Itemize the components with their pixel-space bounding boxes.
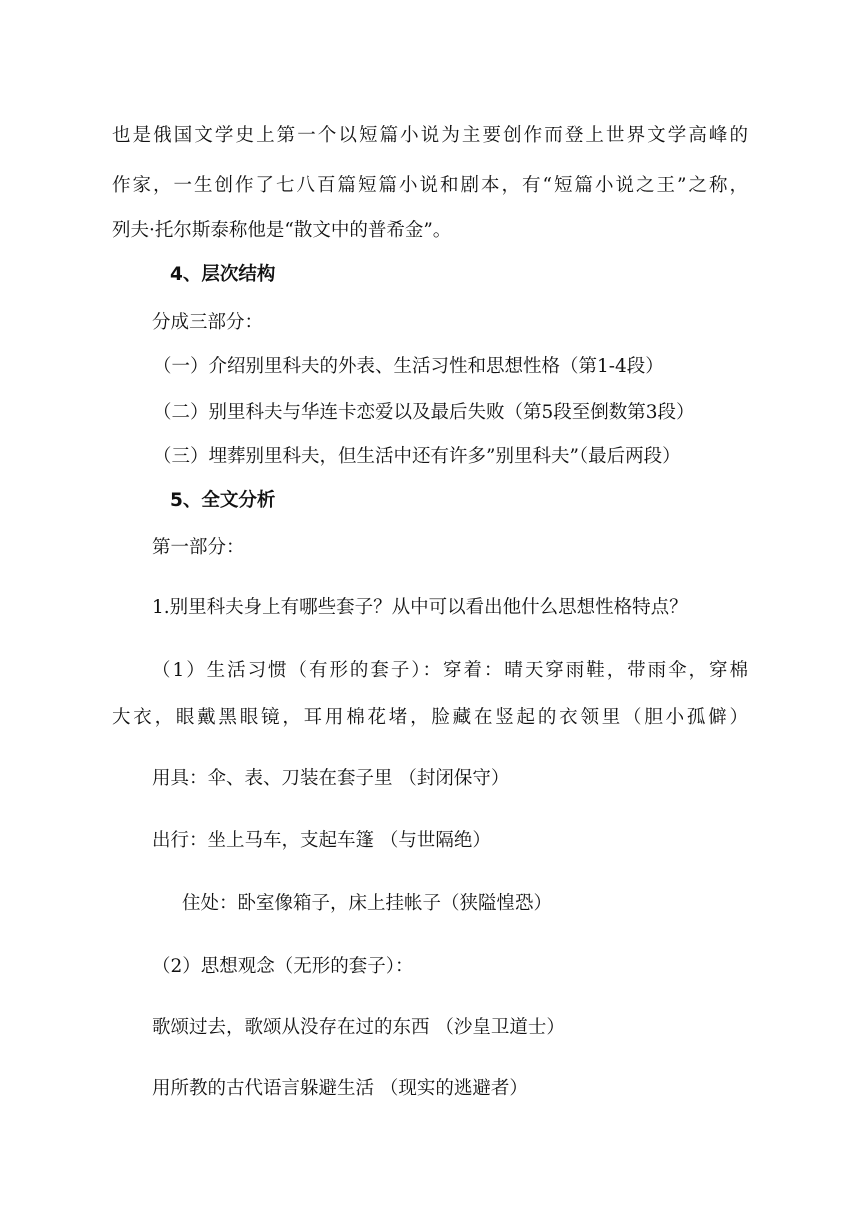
section-4-lead: 分成三部分： [152,312,264,333]
habits-line-1: （1）生活习惯（有形的套子）：穿着：晴天穿雨鞋，带雨伞，穿棉 [152,660,748,681]
tools-line: 用具：伞、表、刀装在套子里 （封闭保守） [152,768,510,789]
praise-line: 歌颂过去，歌颂从没存在过的东西 （沙皇卫道士） [152,1017,565,1038]
section-4-heading: 4、层次结构 [170,264,276,285]
residence-line: 住处：卧室像箱子，床上挂帐子（狭隘惶恐） [182,893,553,914]
section-4-part-3: （三）埋葬别里科夫，但生活中还有许多”别里科夫”（最后两段） [153,446,681,467]
section-5-heading: 5、全文分析 [170,490,276,511]
section-4-part-2: （二）别里科夫与华连卡恋爱以及最后失败（第5段至倒数第3段） [153,402,695,423]
escape-line: 用所教的古代语言躲避生活 （现实的逃避者） [152,1078,528,1099]
intro-line-3: 列夫·托尔斯泰称他是“散文中的普希金”。 [112,220,452,241]
question-1: 1.别里科夫身上有哪些套子？从中可以看出他什么思想性格特点？ [152,597,688,618]
section-4-part-1: （一）介绍别里科夫的外表、生活习性和思想性格（第1-4段） [153,356,664,377]
intro-line-1: 也是俄国文学史上第一个以短篇小说为主要创作而登上世界文学高峰的 [112,125,748,146]
intro-line-2: 作家，一生创作了七八百篇短篇小说和剧本，有“短篇小说之王”之称， [112,175,748,196]
travel-line: 出行：坐上马车，支起车篷 （与世隔绝） [152,830,491,851]
ideas-heading: （2）思想观念（无形的套子）： [152,956,414,977]
habits-line-2: 大衣，眼戴黑眼镜，耳用棉花堵，脸藏在竖起的衣领里（胆小孤僻） [112,707,748,728]
part-1-label: 第一部分： [152,537,245,558]
